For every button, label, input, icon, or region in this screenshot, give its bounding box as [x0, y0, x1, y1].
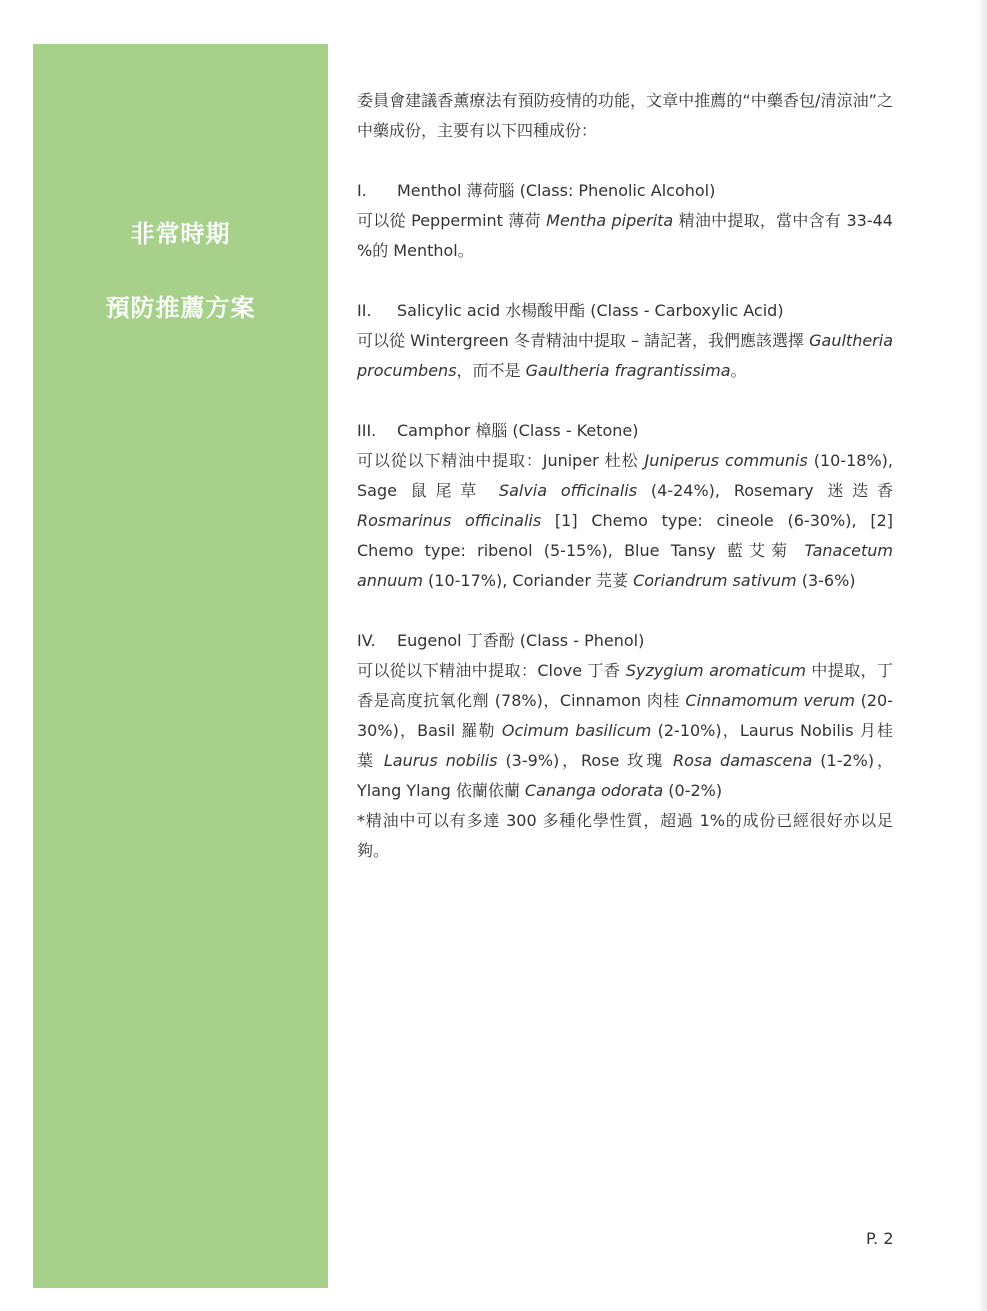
section-salicylic-acid — [357, 296, 893, 386]
intro-paragraph: 委員會建議香薰療法有預防疫情的功能，文章中推薦的“中藥香包/清涼油”之中藥成份，主要有以下四種成份： — [357, 91, 893, 140]
body-text: 精油中提取，當中含有 33-44 %的 Menthol。 — [357, 211, 893, 260]
sidebar-panel — [33, 44, 328, 1288]
section-camphor — [357, 416, 893, 596]
body-text: 。 — [730, 361, 747, 380]
species-name: Mentha piperita — [546, 211, 674, 230]
section-heading — [357, 416, 893, 446]
species-name: Salvia officinalis — [498, 481, 638, 500]
body-text: (20-30%)，Basil 羅勒 — [357, 691, 894, 740]
body-text: (0-2%) — [663, 781, 723, 800]
section-heading — [357, 626, 893, 656]
section-body — [357, 206, 893, 266]
species-name: Laurus nobilis — [383, 751, 498, 770]
page-number: P. 2 — [866, 1229, 894, 1248]
section-body — [357, 656, 893, 806]
body-text: (3-9%)，Rose 玫瑰 — [497, 751, 674, 770]
section-eugenol — [357, 626, 893, 866]
species-name: Rosmarinus officinalis — [357, 511, 542, 530]
body-text: (10-17%), Coriander 芫荽 — [422, 571, 634, 590]
section-menthol — [357, 176, 893, 266]
page-edge-shadow — [977, 0, 987, 1311]
section-heading-text: Eugenol 丁香酚 (Class - Phenol) — [397, 631, 645, 650]
section-numeral: I. — [357, 181, 367, 200]
sidebar-title-line1: 非常時期 — [130, 220, 231, 248]
species-name: Ocimum basilicum — [501, 721, 652, 740]
species-name: Gaultheria fragrantissima — [525, 361, 731, 380]
species-name: Syzygium aromaticum — [625, 661, 806, 680]
section-body — [357, 326, 893, 386]
body-text: (10-18%), Sage 鼠尾草 — [357, 451, 894, 500]
species-name: Cinnamomum verum — [685, 691, 856, 710]
section-body — [357, 446, 893, 596]
section-heading — [357, 296, 893, 326]
species-name: Rosa damascena — [673, 751, 813, 770]
body-text: 可以從以下精油中提取：Juniper 杜松 — [357, 451, 645, 470]
body-text: 可以從以下精油中提取：Clove 丁香 — [357, 661, 626, 680]
body-text: (3-6%) — [796, 571, 856, 590]
body-text: [1] Chemo type: cineole (6-30%), [2] Chemo type: ribenol (5-15%), Blue Tansy 藍艾菊 — [357, 511, 893, 560]
section-numeral: IV. — [357, 631, 376, 650]
species-name: Coriandrum sativum — [633, 571, 797, 590]
section-heading-text: Salicylic acid 水楊酸甲酯 (Class - Carboxylic Acid) — [397, 301, 784, 320]
species-name: Juniperus communis — [644, 451, 808, 470]
section-heading-text: Camphor 樟腦 (Class - Ketone) — [397, 421, 639, 440]
body-text: 可以從 Wintergreen 冬青精油中提取 – 請記著，我們應該選擇 — [357, 331, 810, 350]
section-numeral: III. — [357, 421, 377, 440]
section-heading-text: Menthol 薄荷腦 (Class: Phenolic Alcohol) — [397, 181, 716, 200]
body-text: (2-10%)，Laurus Nobilis 月桂葉 — [357, 721, 893, 770]
species-name: Gaultheria procumbens — [357, 331, 893, 380]
section-numeral: II. — [357, 301, 372, 320]
body-text: (1-2%)，Ylang Ylang 依蘭依蘭 — [357, 751, 893, 800]
species-name: Tanacetum annuum — [357, 541, 893, 590]
body-text: 可以從 Peppermint 薄荷 — [357, 211, 547, 230]
sidebar-title-line2: 預防推薦方案 — [105, 294, 256, 322]
body-text: ，而不是 — [456, 361, 526, 380]
footnote: *精油中可以有多達 300 多種化學性質，超過 1%的成份已經很好亦以足夠。 — [357, 811, 893, 860]
body-text: 中提取，丁香是高度抗氧化劑 (78%)，Cinnamon 肉桂 — [357, 661, 893, 710]
document-body — [357, 86, 893, 866]
section-heading — [357, 176, 893, 206]
species-name: Cananga odorata — [524, 781, 664, 800]
body-text: (4-24%), Rosemary 迷迭香 — [637, 481, 893, 500]
